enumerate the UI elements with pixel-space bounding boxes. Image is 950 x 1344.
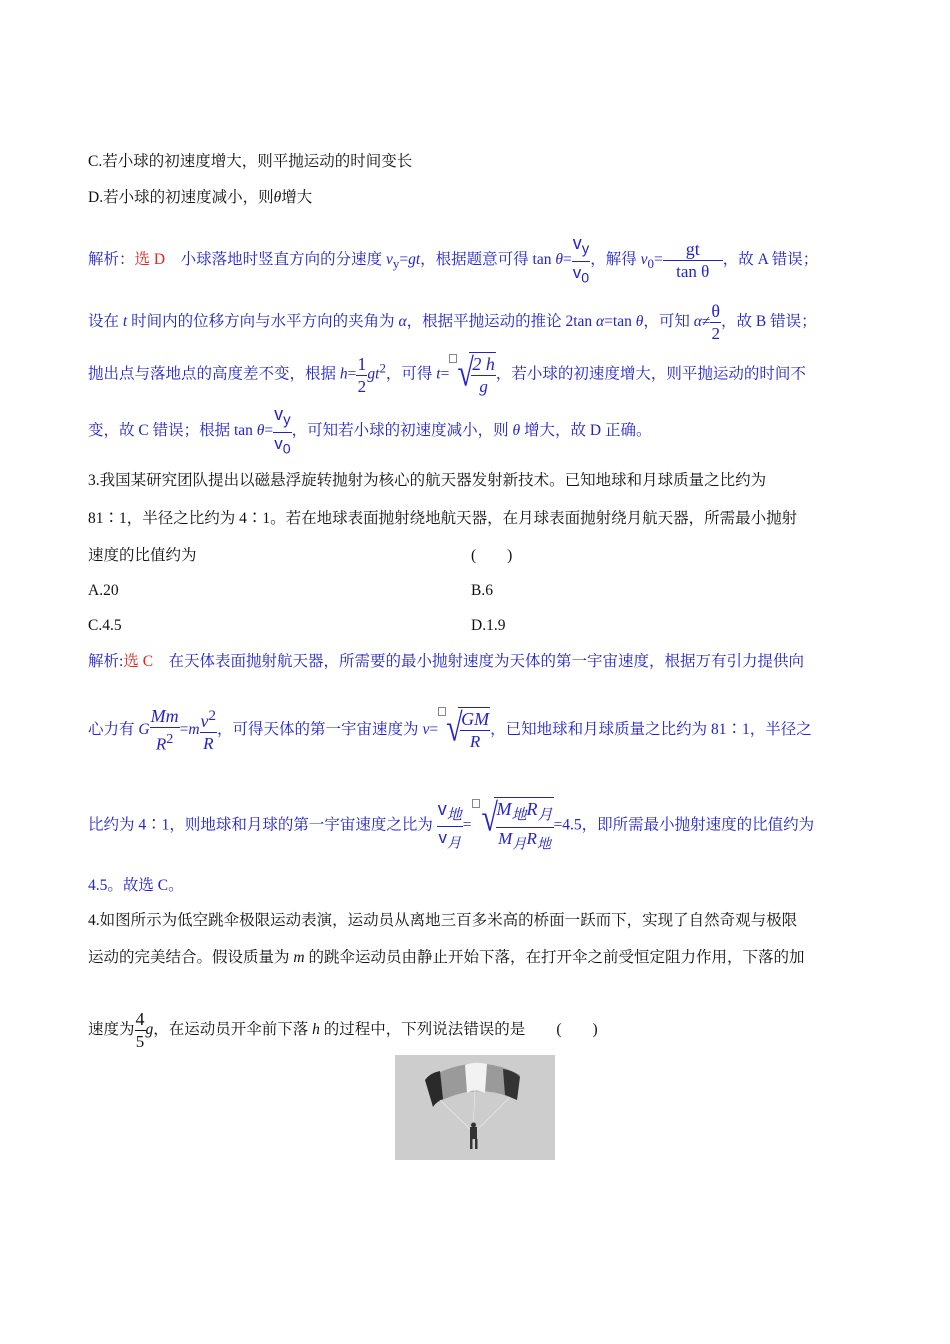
option-c: C.若小球的初速度增大，则平抛运动的时间变长 xyxy=(88,153,413,170)
q4-stem-2: 运动的完美结合。假设质量为 m 的跳伞运动员由静止开始下落，在打开伞之前受恒定阻力作用，下落的加 xyxy=(88,949,805,966)
q2-solution-line2: 设在 t 时间内的位移方向与水平方向的夹角为 α，根据平抛运动的推论 2tan α=tan θ，可知 α≠ $\frac{\theta}{2}$ ，故 B 错误； xyxy=(88,301,817,343)
answer-paren: ( ) xyxy=(471,547,513,564)
q3-solution-line3: 比约为 4∶1，则地球和月球的第一宇宙速度之比为 $\frac{v_地}{v_月}$ = √ $\frac{M_地R_月}{M_月R_地}$ =4.5，即所需最小抛射速度的比值约为 xyxy=(88,797,814,855)
q3-option-b: B.6 xyxy=(471,582,493,599)
fraction-gt-tan: $\frac{gt}{\text{tan θ}}$ xyxy=(663,238,723,283)
q3-option-d: D.1.9 xyxy=(471,617,506,634)
q3-option-a: A.20 xyxy=(88,582,119,599)
q4-stem-3: 速度为 $\frac{4}{5}$ g，在运动员开伞前下落 h 的过程中，下列说法错误的是 ( ) xyxy=(88,1009,598,1051)
q3-stem-1: 3.我国某研究团队提出以磁悬浮旋转抛射为核心的航天器发射新技术。已知地球和月球质量之比约为 xyxy=(88,472,767,489)
q2-solution-line1: 解析：选 D 小球落地时竖直方向的分速度 $v_y=gt$，根据题意可得 tan θ= $\frac{v_y}{v_0}$ ，解得 $v_0=$ $\frac{gt}{\text{tan θ}}$ ，故 A 错误； xyxy=(88,232,818,289)
q3-solution-line2: 心力有 G $\frac{Mm}{R^2}$ =m $\frac{v^2}{R}$ ，可得天体的第一宇宙速度为 v= √ $\frac{GM}{R}$ ，已知地球和月球质量之比约为 81∶1，半径之 xyxy=(88,705,812,756)
q3-stem-2: 81∶1，半径之比约为 4∶1。若在地球表面抛射绕地航天器，在月球表面抛射绕月航天器，所需最小抛射 xyxy=(88,510,798,527)
q3-solution-line4: 4.5。故选 C。 xyxy=(88,877,184,894)
q3-stem-3: 速度的比值约为 xyxy=(88,547,197,564)
option-d: D.若小球的初速度减小，则θ增大 xyxy=(88,189,313,206)
q2-solution-line3: 抛出点与落地点的高度差不变，根据 h= $\frac{1}{2}$ $gt^2$，可得 t= √ $\frac{2 h}{g}$ ，若小球的初速度增大，则平抛运动的时间不 xyxy=(88,352,806,398)
answer-choice: 选 D xyxy=(134,251,166,269)
q4-stem-1: 4.如图所示为低空跳伞极限运动表演，运动员从离地三百多米高的桥面一跃而下，实现了自然奇观与极限 xyxy=(88,912,798,929)
q2-solution-line4: 变，故 C 错误；根据 tan θ= $\frac{v_y}{v_0}$ ，可知若小球的初速度减小，则 θ 增大，故 D 正确。 xyxy=(88,404,652,457)
parachute-photo xyxy=(395,1055,555,1160)
q3-solution-line1: 解析:选 C 在天体表面抛射航天器，所需要的最小抛射速度为天体的第一宇宙速度，根据万有引力提供向 xyxy=(88,653,805,670)
answer-choice: 选 C xyxy=(123,653,154,670)
fraction-vy-v0: $\frac{v_y}{v_0}$ xyxy=(572,233,590,286)
q3-option-c: C.4.5 xyxy=(88,617,122,634)
